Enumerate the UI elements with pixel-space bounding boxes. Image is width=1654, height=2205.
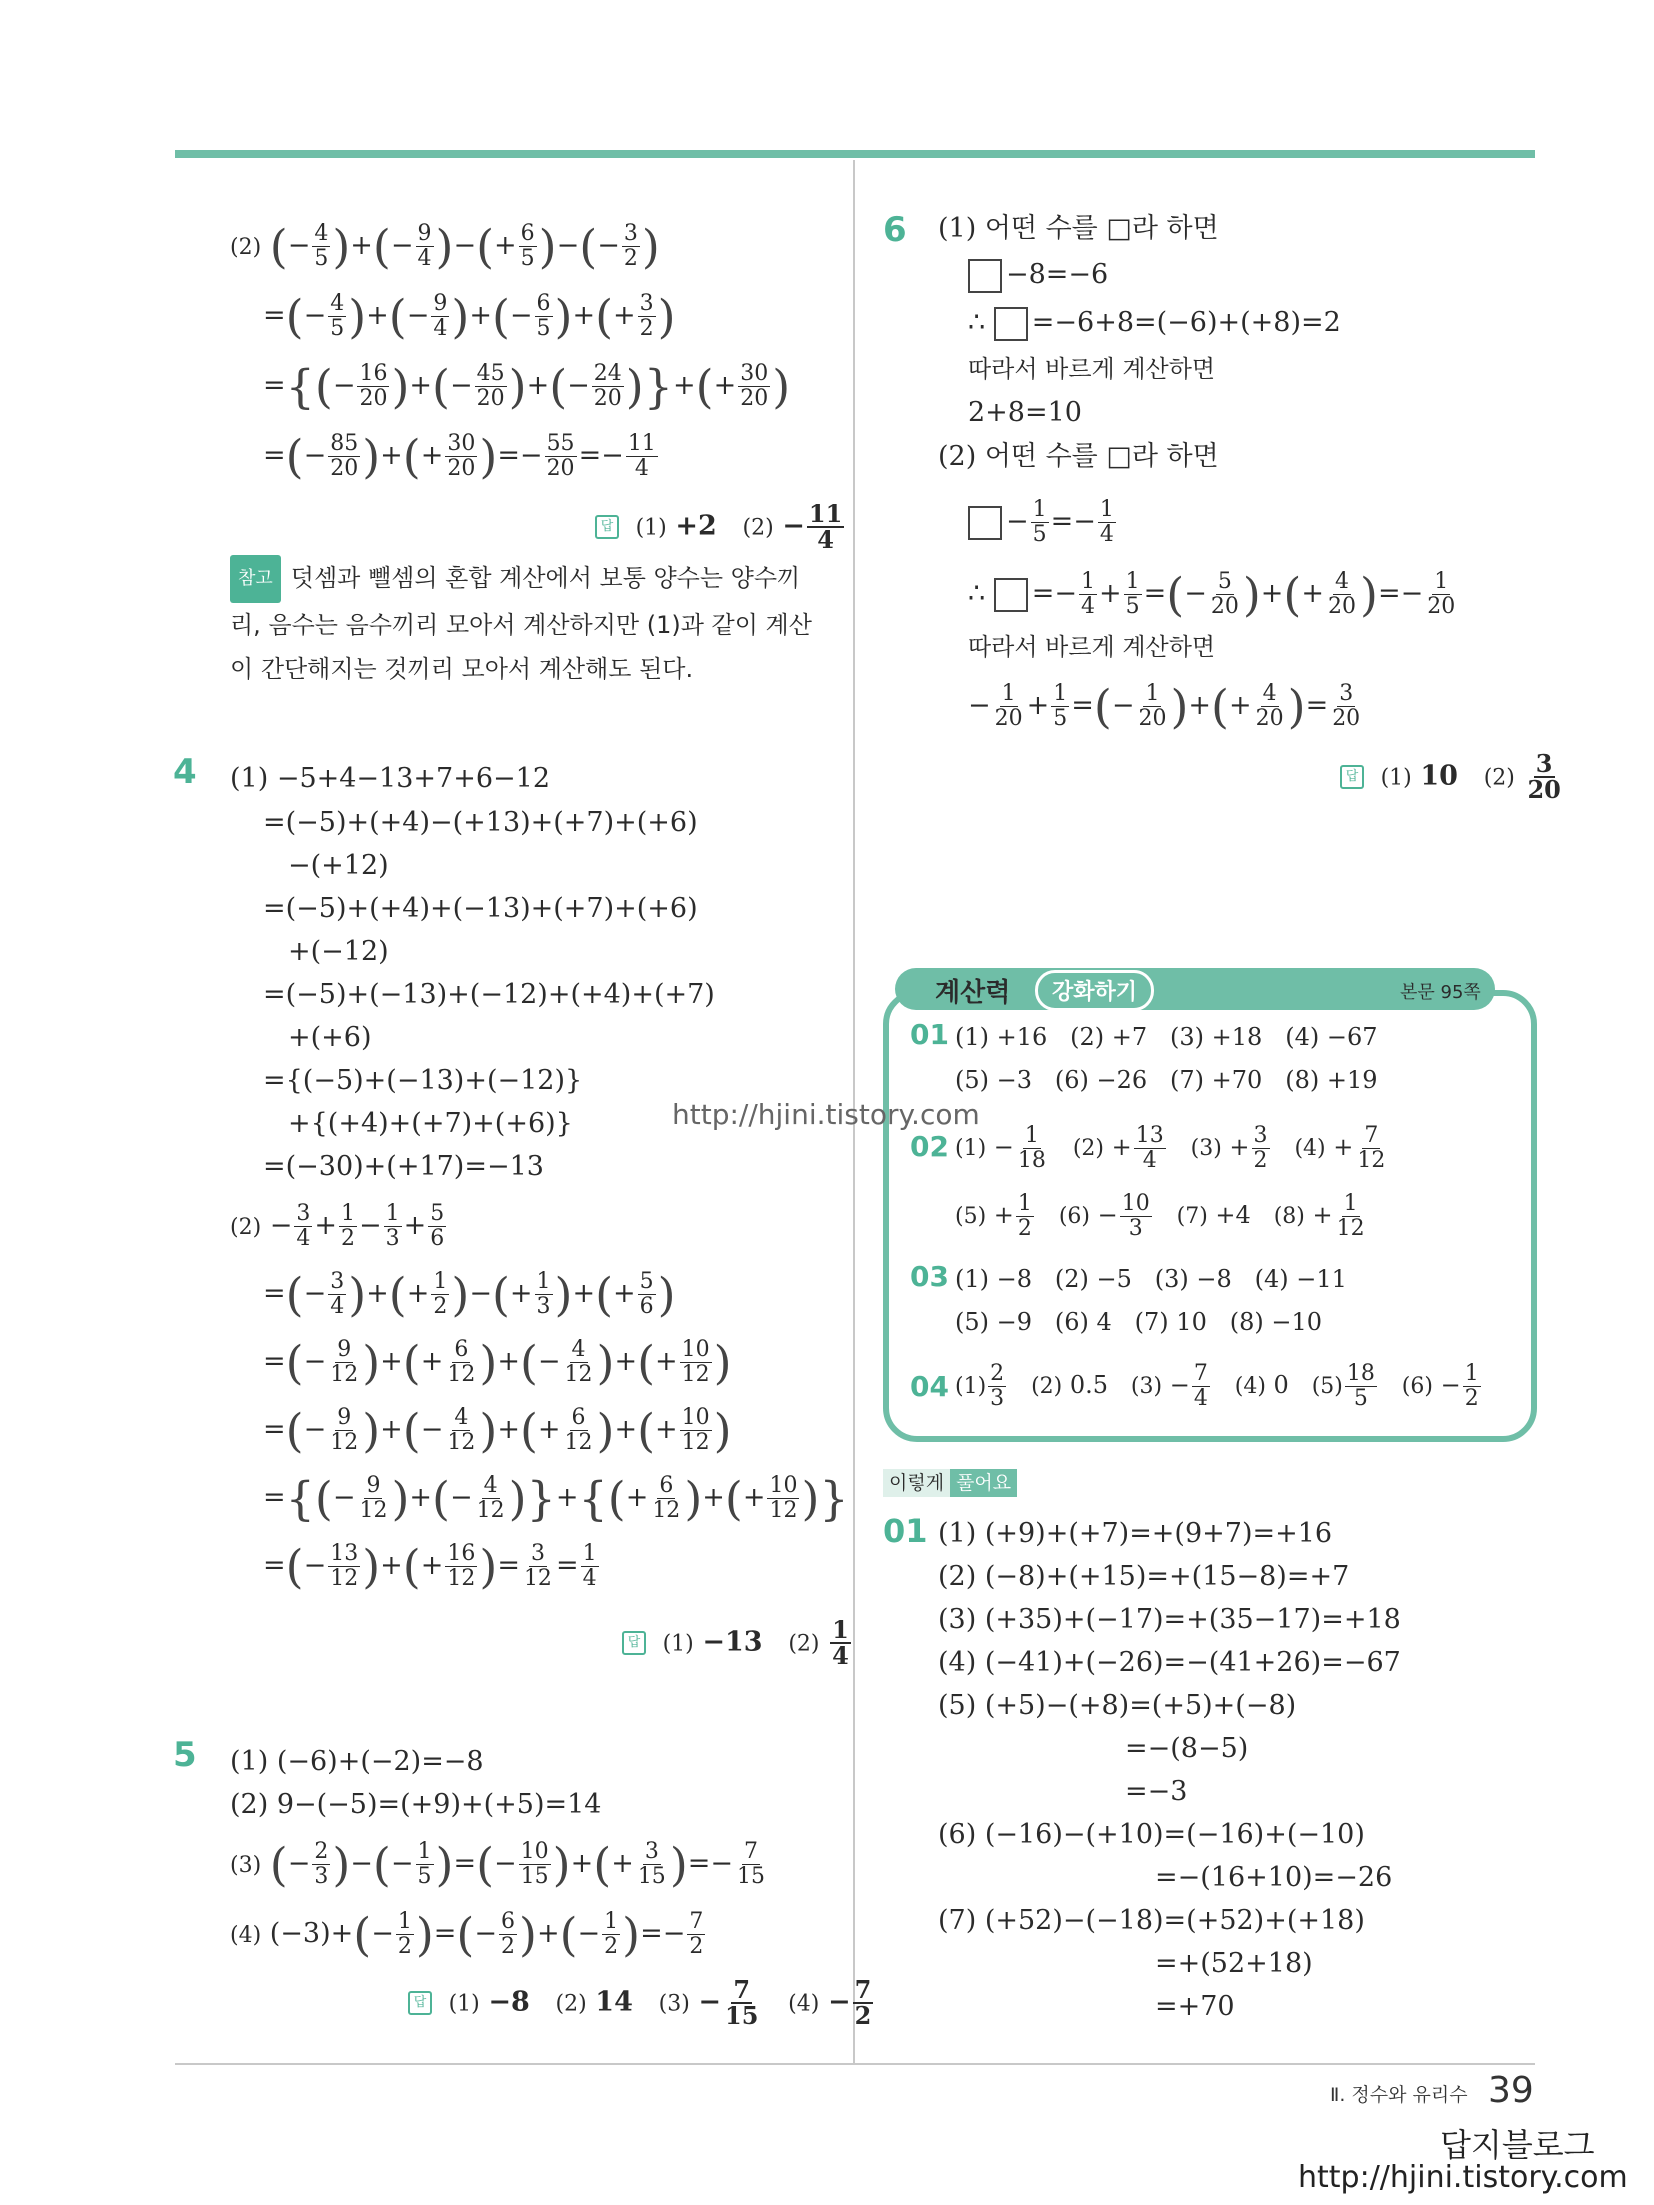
e01-line: (3) (+35)+(−17)=+(35−17)=+18 xyxy=(938,1604,1401,1635)
q6-2-line2: − $\frac{1}{5}$ =− $\frac{1}{4}$ xyxy=(968,498,1118,547)
note-tag: 참고 xyxy=(230,555,281,603)
q6-2-line3: ∴ =− $\frac{1}{4}$ + $\frac{1}{5}$ =(− $\frac{5}{20}$ )+(+ $\frac{4}{20}$ )=− $\frac{1}{20}$ xyxy=(968,567,1456,622)
note-text: 덧셈과 뺄셈의 혼합 계산에서 보통 양수는 양수끼리, 음수는 음수끼리 모아서 계산하지만 (1)과 같이 계산이 간단해지는 것끼리 모아서 계산해도 된다. xyxy=(230,564,812,683)
e01-line: =−(16+10)=−26 xyxy=(1155,1862,1393,1893)
q4-line: =(−30)+(+17)=−13 xyxy=(263,1151,544,1182)
q4-line: +(−12) xyxy=(288,936,389,967)
q4-line: ={(−5)+(−13)+(−12)} xyxy=(263,1065,583,1096)
e01-line: (6) (−16)−(+10)=(−16)+(−10) xyxy=(938,1819,1365,1850)
reference-note xyxy=(230,555,830,691)
q4-line: =(−5)+(−13)+(−12)+(+4)+(+7) xyxy=(263,979,715,1010)
e01-line: (7) (+52)−(−18)=(+52)+(+18) xyxy=(938,1905,1365,1936)
calc-row: (5) −3 (6) −26 (7) +70 (8) +19 xyxy=(955,1066,1378,1094)
q6-line: 2+8=10 xyxy=(968,397,1082,428)
answer-3: 답 (1) +2 (2) − $\frac{11}{4}$ xyxy=(595,502,846,552)
q6-line: 따라서 바르게 계산하면 xyxy=(968,633,1216,661)
q6-line: (1) 어떤 수를 □라 하면 xyxy=(938,213,1219,244)
e01-line: (2) (−8)+(+15)=+(15−8)=+7 xyxy=(938,1561,1350,1592)
calc-number: 03 xyxy=(910,1260,949,1293)
q6-line: (2) 어떤 수를 □라 하면 xyxy=(938,441,1219,472)
blank-box xyxy=(994,578,1028,612)
calc-pill: 강화하기 xyxy=(1035,970,1154,1011)
calc-row: (1) +16 (2) +7 (3) +18 (4) −67 xyxy=(955,1023,1378,1051)
answer-4: 답 (1) −13 (2) $\frac{1}{4}$ xyxy=(622,1618,853,1668)
calc-row-02a: (1) − $\frac{1}{18}$ (2) + $\frac{13}{4}$ (3) + $\frac{3}{2}$ (4) + $\frac{7}{12}$ xyxy=(955,1123,1386,1173)
blank-box xyxy=(968,506,1002,540)
q4-2-line6: =(− $\frac{13}{12}$ )+(+ $\frac{16}{12}$ )= $\frac{3}{12}$ = $\frac{1}{4}$ xyxy=(263,1539,597,1594)
q4-line: =(−5)+(+4)−(+13)+(+7)+(+6) xyxy=(263,807,698,838)
calc-number: 01 xyxy=(910,1018,949,1051)
blank-box xyxy=(968,259,1002,293)
q4-2-line3: =(− $\frac{9}{12}$ )+(+ $\frac{6}{12}$ )+(− $\frac{4}{12}$ )+(+ $\frac{10}{12}$ ) xyxy=(263,1335,732,1390)
url-watermark: http://hjini.tistory.com xyxy=(1298,2160,1628,2195)
q4-line: +{(+4)+(+7)+(+6)} xyxy=(288,1108,573,1139)
calc-title: 계산력 xyxy=(935,978,1011,1008)
q5-line: (1) (−6)+(−2)=−8 xyxy=(230,1746,484,1777)
q4-line: +(+6) xyxy=(288,1022,372,1053)
p3-2-line4: =(− $\frac{85}{20}$ )+(+ $\frac{30}{20}$ )=− $\frac{55}{20}$ =− $\frac{11}{4}$ xyxy=(263,429,656,484)
e01-line: =−(8−5) xyxy=(1125,1733,1249,1764)
e01-line: (4) (−41)+(−26)=−(41+26)=−67 xyxy=(938,1647,1401,1678)
explain-tag: 이렇게 풀어요 xyxy=(883,1468,1017,1495)
blog-watermark: 답지블로그 xyxy=(1440,2126,1595,2164)
q6-line: 따라서 바르게 계산하면 xyxy=(968,355,1216,383)
q6-line: ∴ =−6+8=(−6)+(+8)=2 xyxy=(968,306,1341,341)
bottom-rule xyxy=(175,2063,1535,2065)
answer-icon: 답 xyxy=(1340,765,1364,789)
center-watermark: http://hjini.tistory.com xyxy=(672,1098,980,1131)
answer-icon: 답 xyxy=(595,515,619,539)
problem-4-number: 4 xyxy=(173,752,197,792)
e01-line: (1) (+9)+(+7)=+(9+7)=+16 xyxy=(938,1518,1333,1549)
e01-line: =−3 xyxy=(1125,1776,1188,1807)
q4-2-line2: =(− $\frac{3}{4}$ )+(+ $\frac{1}{2}$ )−(+ $\frac{1}{3}$ )+(+ $\frac{5}{6}$ ) xyxy=(263,1267,676,1322)
answer-icon: 답 xyxy=(622,1631,646,1655)
q6-2-line5: − $\frac{1}{20}$ + $\frac{1}{5}$ =(− $\frac{1}{20}$ )+(+ $\frac{4}{20}$ )= $\frac{3}{20}$ xyxy=(968,679,1361,734)
p3-2-line2: =(− $\frac{4}{5}$ )+(− $\frac{9}{4}$ )+(− $\frac{6}{5}$ )+(+ $\frac{3}{2}$ ) xyxy=(263,289,676,344)
q6-line: −8=−6 xyxy=(968,258,1108,293)
answer-6: 답 (1) 10 (2) $\frac{3}{20}$ xyxy=(1340,752,1565,802)
q4-line: −(+12) xyxy=(288,850,389,881)
problem-6-number: 6 xyxy=(883,210,907,250)
page-number: 39 xyxy=(1488,2070,1534,2111)
calc-number: 02 xyxy=(910,1130,949,1163)
problem-5-number: 5 xyxy=(173,1735,197,1775)
calc-number: 04 xyxy=(910,1370,949,1403)
q4-line: =(−5)+(+4)+(−13)+(+7)+(+6) xyxy=(263,893,698,924)
q4-line: (1) −5+4−13+7+6−12 xyxy=(230,763,550,794)
e01-line: (5) (+5)−(+8)=(+5)+(−8) xyxy=(938,1690,1297,1721)
q4-2-line5: ={(− $\frac{9}{12}$ )+(− $\frac{4}{12}$ )}+{(+ $\frac{6}{12}$ )+(+ $\frac{10}{12}$ )} xyxy=(263,1471,849,1526)
answer-icon: 답 xyxy=(408,1991,432,2015)
blank-box xyxy=(994,307,1028,341)
calc-row-02b: (5) + $\frac{1}{2}$ (6) − $\frac{10}{3}$ (7) +4 (8) + $\frac{1}{12}$ xyxy=(955,1191,1365,1241)
q5-line3: (3) (− $\frac{2}{3}$ )−(− $\frac{1}{5}$ )=(− $\frac{10}{15}$ )+(+ $\frac{3}{15}$ )=− $\frac{7}{15}$ xyxy=(230,1837,766,1892)
q4-2-line1: (2) − $\frac{3}{4}$ + $\frac{1}{2}$ − $\frac{1}{3}$ + $\frac{5}{6}$ xyxy=(230,1201,445,1251)
q4-2-line4: =(− $\frac{9}{12}$ )+(− $\frac{4}{12}$ )+(+ $\frac{6}{12}$ )+(+ $\frac{10}{12}$ ) xyxy=(263,1403,732,1458)
explain-01-number: 01 xyxy=(883,1512,928,1550)
top-accent-bar xyxy=(175,150,1535,158)
answer-5: 답 (1) −8 (2) 14 (3) − $\frac{7}{15}$ (4) − $\frac{7}{2}$ xyxy=(408,1978,875,2028)
p3-2-line1: (2) (− $\frac{4}{5}$ )+(− $\frac{9}{4}$ )−(+ $\frac{6}{5}$ )−(− $\frac{3}{2}$ ) xyxy=(230,219,660,274)
calc-row: (5) −9 (6) 4 (7) 10 (8) −10 xyxy=(955,1308,1322,1336)
q5-line4: (4) (−3)+(− $\frac{1}{2}$ )=(− $\frac{6}{2}$ )+(− $\frac{1}{2}$ )=− $\frac{7}{2}$ xyxy=(230,1907,704,1962)
p3-2-line3: ={(− $\frac{16}{20}$ )+(− $\frac{45}{20}$ )+(− $\frac{24}{20}$ )}+(+ $\frac{30}{20}$ ) xyxy=(263,359,791,414)
calc-row-04: (1) $\frac{2}{3}$ (2) 0.5 (3) − $\frac{7}{4}$ (4) 0 (5) $\frac{18}{5}$ (6) − $\frac{1}{2}$ xyxy=(955,1361,1479,1411)
calc-page-ref: 본문 95쪽 xyxy=(1400,982,1481,1003)
e01-line: =+70 xyxy=(1155,1991,1235,2022)
q5-line: (2) 9−(−5)=(+9)+(+5)=14 xyxy=(230,1789,602,1820)
calc-row: (1) −8 (2) −5 (3) −8 (4) −11 xyxy=(955,1265,1347,1293)
chapter-label: Ⅱ. 정수와 유리수 xyxy=(1330,2084,1468,2106)
e01-line: =+(52+18) xyxy=(1155,1948,1313,1979)
